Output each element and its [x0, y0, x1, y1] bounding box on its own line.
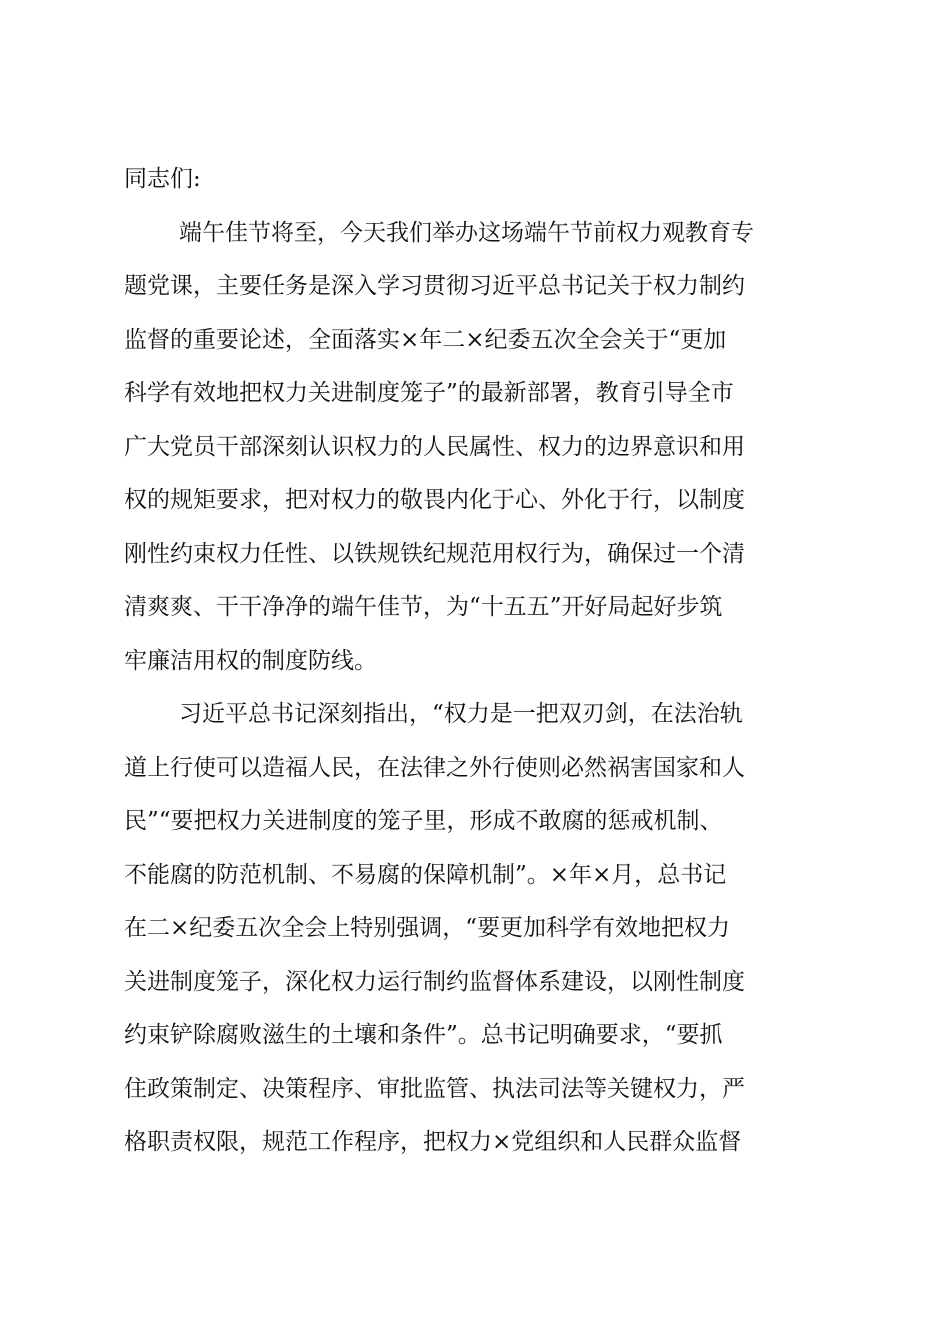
text-line: 权的规矩要求，把对权力的敬畏内化于心、外化于行，以制度: [124, 487, 745, 513]
text-line: 牢廉洁用权的制度防线。: [124, 648, 377, 674]
text-line: 在二×纪委五次全会上特别强调，“要更加科学有效地把权力: [124, 915, 731, 941]
text-line: 关进制度笼子，深化权力运行制约监督体系建设，以刚性制度: [124, 969, 745, 995]
text-line: 民”“要把权力关进制度的笼子里，形成不敢腐的惩戒机制、: [124, 808, 723, 834]
text-line: 约束铲除腐败滋生的土壤和条件”。总书记明确要求，“要抓: [124, 1022, 723, 1048]
text-line: 端午佳节将至，今天我们举办这场端午节前权力观教育专: [179, 220, 754, 246]
text-line: 监督的重要论述，全面落实×年二×纪委五次全会关于“更加: [124, 327, 727, 353]
text-line: 刚性约束权力任性、以铁规铁纪规范用权行为，确保过一个清: [124, 541, 745, 567]
text-line: 广大党员干部深刻认识权力的人民属性、权力的边界意识和用: [124, 434, 745, 460]
text-line: 不能腐的防范机制、不易腐的保障机制”。×年×月，总书记: [124, 862, 727, 888]
text-line: 科学有效地把权力关进制度笼子”的最新部署，教育引导全市: [124, 380, 734, 406]
text-line: 住政策制定、决策程序、审批监管、执法司法等关键权力，严: [124, 1076, 745, 1102]
text-line: 习近平总书记深刻指出，“权力是一把双刃剑，在法治轨: [179, 701, 743, 727]
text-line: 道上行使可以造福人民，在法律之外行使则必然祸害国家和人: [124, 755, 745, 781]
text-line: 题党课，主要任务是深入学习贯彻习近平总书记关于权力制约: [124, 273, 745, 299]
text-line: 格职责权限，规范工作程序，把权力×党组织和人民群众监督: [124, 1129, 742, 1155]
text-line: 清爽爽、干干净净的端午佳节，为“十五五”开好局起好步筑: [124, 594, 723, 620]
salutation: 同志们:: [124, 166, 201, 192]
